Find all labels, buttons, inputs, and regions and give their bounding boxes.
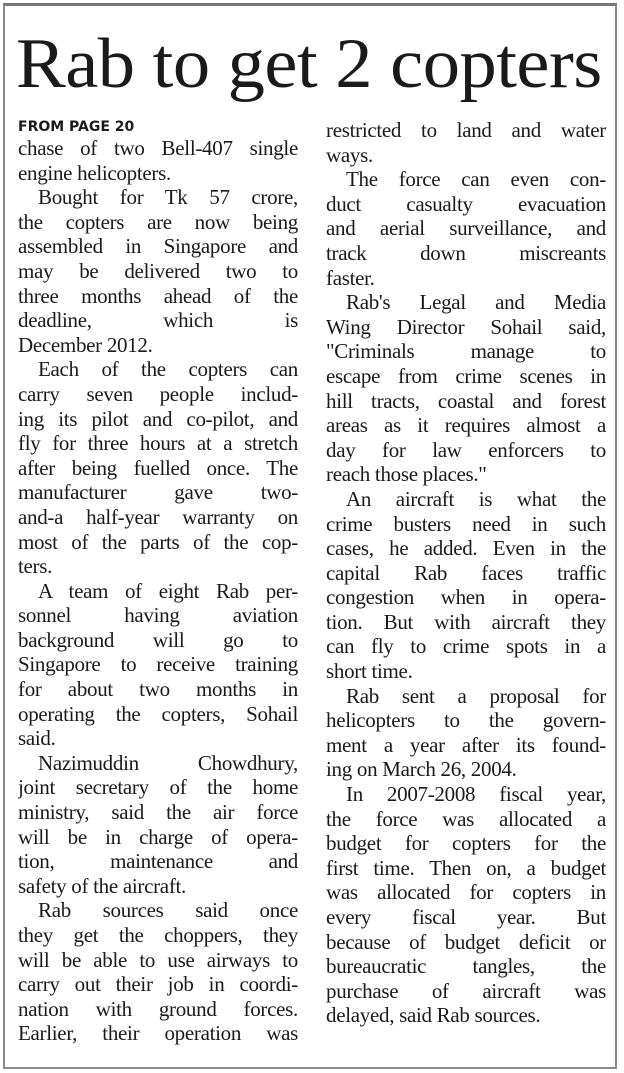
- text-line: background will go to: [18, 627, 298, 652]
- text-line: delayed, said Rab sources.: [326, 1003, 541, 1028]
- paragraph: [326, 487, 606, 684]
- text-line: In 2007-2008 fiscal year,: [346, 782, 606, 807]
- text-line: duct casualty evacuation: [326, 191, 606, 216]
- paragraph: [18, 357, 298, 578]
- text-line: Singapore to receive training: [18, 652, 298, 677]
- text-line: "Criminals manage to: [326, 339, 606, 364]
- text-line: fly for three hours at a stretch: [18, 431, 298, 456]
- text-line: and-a half-year warranty on: [18, 504, 298, 529]
- text-line: crime busters need in such: [326, 511, 606, 536]
- text-line: for about two months in: [18, 677, 298, 702]
- paragraph: [18, 579, 298, 751]
- text-line: ministry, said the air force: [18, 800, 298, 825]
- text-line: Rab's Legal and Media: [346, 290, 606, 315]
- text-line: said.: [18, 726, 56, 751]
- text-line: purchase of aircraft was: [326, 978, 606, 1003]
- text-line: hill tracts, coastal and forest: [326, 388, 606, 413]
- text-line: nation with ground forces.: [18, 996, 298, 1021]
- text-line: restricted to land and water: [326, 118, 606, 142]
- text-line: ters.: [18, 554, 53, 579]
- text-line: reach those places.": [326, 462, 487, 487]
- text-line: The force can even con-: [346, 167, 606, 192]
- text-line: most of the parts of the cop-: [18, 529, 298, 554]
- text-line: Each of the copters can: [38, 357, 298, 382]
- text-line: faster.: [326, 265, 375, 290]
- text-line: ing its pilot and co-pilot, and: [18, 406, 298, 431]
- text-line: will be in charge of opera-: [18, 824, 298, 849]
- text-line: cases, he added. Even in the: [326, 536, 606, 561]
- text-line: bureaucratic tangles, the: [326, 954, 606, 979]
- kicker-from-page: FROM PAGE 20: [18, 119, 135, 135]
- text-line: Rab sent a proposal for: [346, 683, 606, 708]
- text-line: carry out their job in coordi-: [18, 972, 298, 997]
- text-line: congestion when in opera-: [326, 585, 606, 610]
- text-line: joint secretary of the home: [18, 775, 298, 800]
- text-line: may be delivered two to: [18, 258, 298, 283]
- text-line: assembled in Singapore and: [18, 234, 298, 259]
- paragraph: [18, 136, 298, 185]
- text-line: safety of the aircraft.: [18, 873, 187, 898]
- text-line: carry seven people includ-: [18, 381, 298, 406]
- text-line: the force was allocated a: [326, 806, 606, 831]
- paragraph: [18, 751, 298, 899]
- headline: Rab to get 2 copters: [16, 25, 602, 103]
- text-line: manufacturer gave two-: [18, 480, 298, 505]
- text-line: ment a year after its found-: [326, 732, 606, 757]
- text-line: helicopters to the govern-: [326, 708, 606, 733]
- paragraph: [326, 167, 606, 290]
- text-line: tion. But with aircraft they: [326, 609, 606, 634]
- paragraph: [326, 118, 606, 167]
- text-line: Bought for Tk 57 crore,: [38, 185, 298, 210]
- text-line: the copters are now being: [18, 209, 298, 234]
- text-line: chase of two Bell-407 single: [18, 136, 298, 160]
- text-line: sonnel having aviation: [18, 603, 298, 628]
- text-line: December 2012.: [18, 332, 153, 357]
- text-line: Earlier, their operation was: [18, 1021, 298, 1046]
- text-line: after being fuelled once. The: [18, 455, 298, 480]
- text-line: ways.: [326, 142, 373, 167]
- paragraph: [326, 684, 606, 782]
- text-line: A team of eight Rab per-: [38, 578, 298, 603]
- text-line: short time.: [326, 659, 413, 684]
- text-line: every fiscal year. But: [326, 905, 606, 929]
- text-line: day for law enforcers to: [326, 437, 606, 462]
- text-line: Rab sources said once: [38, 898, 298, 923]
- column-1: [18, 118, 298, 1046]
- text-line: track down miscreants: [326, 240, 606, 265]
- text-line: Nazimuddin Chowdhury,: [38, 750, 298, 775]
- text-line: capital Rab faces traffic: [326, 560, 606, 585]
- column-2: [326, 118, 606, 1028]
- text-line: first time. Then on, a budget: [326, 855, 606, 880]
- text-line: deadline, which is: [18, 308, 298, 333]
- paragraph: [326, 782, 606, 1028]
- paragraph: [326, 290, 606, 487]
- text-line: operating the copters, Sohail: [18, 701, 298, 726]
- text-line: three months ahead of the: [18, 283, 298, 308]
- text-line: because of budget deficit or: [326, 929, 606, 954]
- text-line: can fly to crime spots in a: [326, 634, 606, 659]
- text-line: engine helicopters.: [18, 160, 171, 185]
- text-line: they get the choppers, they: [18, 923, 298, 947]
- paragraph: [18, 898, 298, 1046]
- text-line: and aerial surveillance, and: [326, 216, 606, 241]
- text-line: was allocated for copters in: [326, 880, 606, 905]
- text-line: Wing Director Sohail said,: [326, 314, 606, 339]
- text-line: areas as it requires almost a: [326, 413, 606, 438]
- text-line: tion, maintenance and: [18, 849, 298, 874]
- paragraph: [18, 185, 298, 357]
- text-line: ing on March 26, 2004.: [326, 757, 517, 782]
- text-line: An aircraft is what the: [346, 486, 606, 511]
- text-line: escape from crime scenes in: [326, 363, 606, 388]
- text-line: budget for copters for the: [326, 831, 606, 856]
- text-line: will be able to use airways to: [18, 947, 298, 972]
